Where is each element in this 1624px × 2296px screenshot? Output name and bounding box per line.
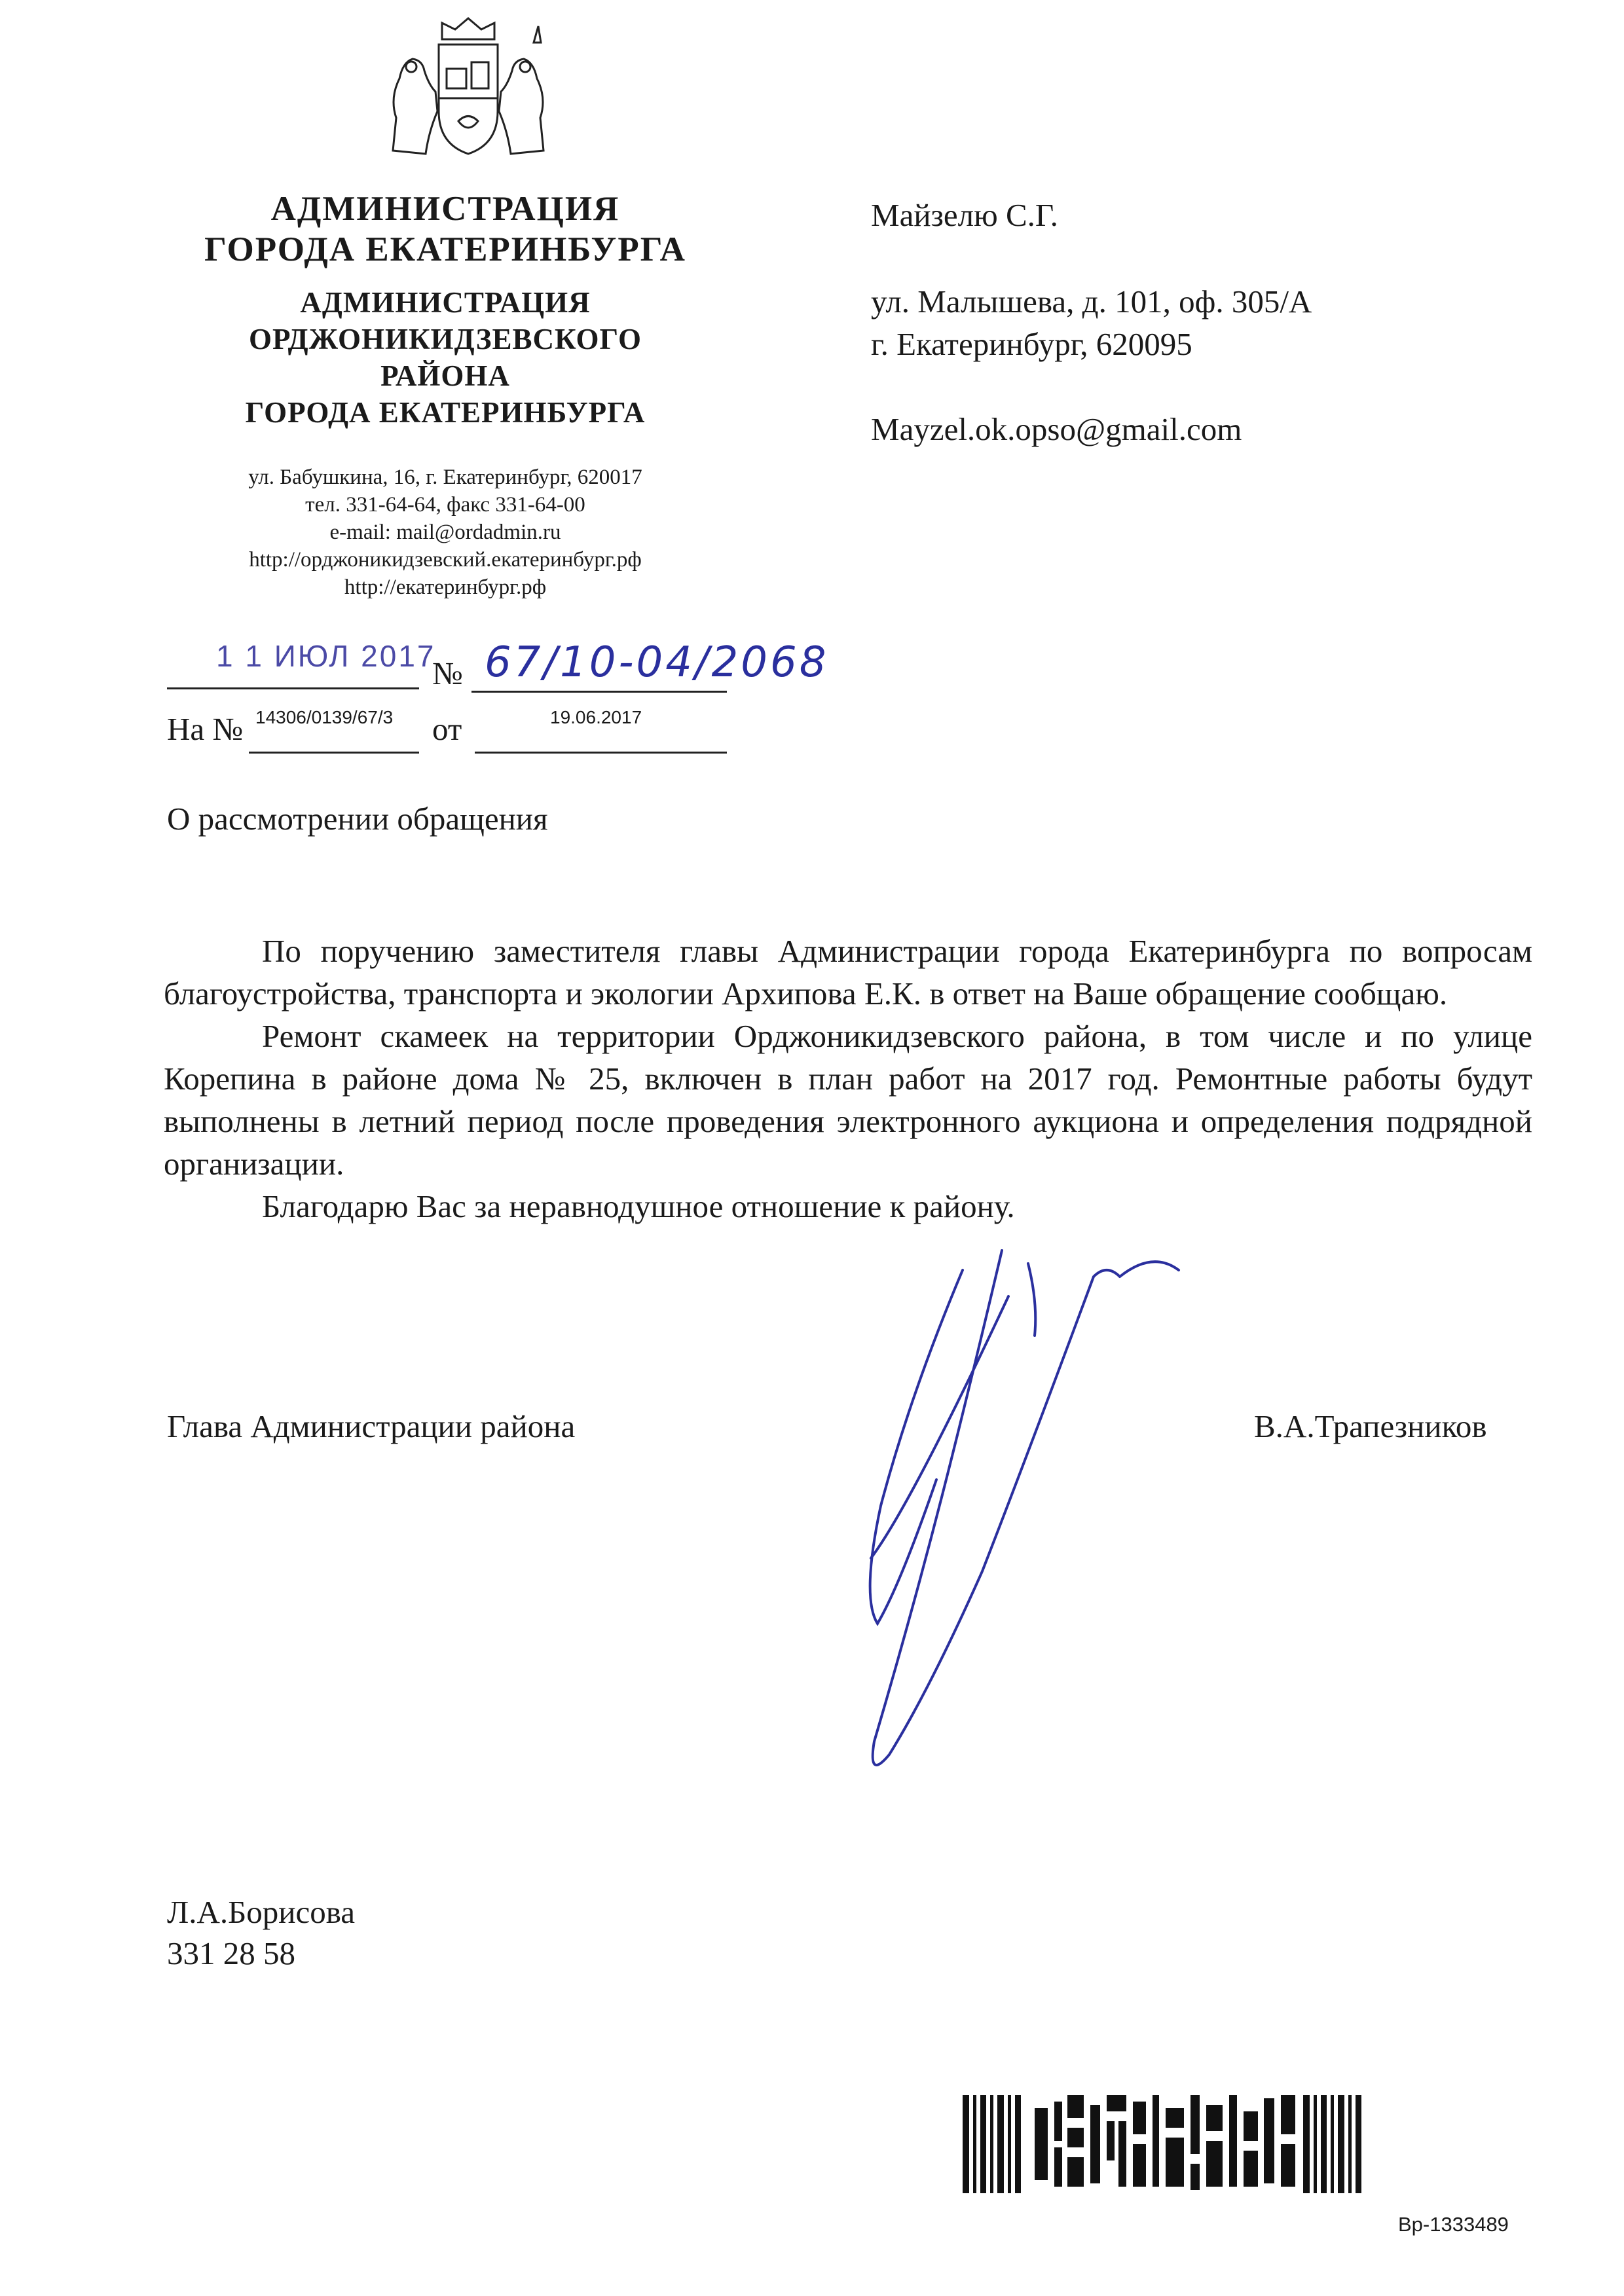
- recipient-email: Mayzel.ok.opso@gmail.com: [871, 411, 1242, 447]
- coat-of-arms-emblem: [367, 13, 570, 164]
- reply-number-underline: [249, 752, 419, 754]
- admin-city-title-line2: ГОРОДА ЕКАТЕРИНБУРГА: [204, 230, 686, 268]
- reply-date-underline: [475, 752, 727, 754]
- phone-fax: тел. 331-64-64, факс 331-64-00: [305, 493, 585, 517]
- body-paragraph-3: Благодарю Вас за неравнодушное отношение к району.: [262, 1188, 1015, 1224]
- body-paragraph-2: Ремонт скамеек на территории Орджоникидзевского района, в том числе и по улице Корепина в районе дома № 25, включен в план работ на 2017 год. Ремонтные работы будут выполнены в летний период после проведения электронного аукциона и определения подрядной организации.: [164, 1018, 1532, 1182]
- district-title-line3: РАЙОНА: [380, 359, 510, 392]
- body-paragraph-1: По поручению заместителя главы Администрации города Екатеринбурга по вопросам благоустройства, транспорта и экологии Архипова Е.К. в ответ на Ваше обращение сообщаю.: [164, 933, 1532, 1011]
- recipient-city: г. Екатеринбург, 620095: [871, 326, 1192, 362]
- number-label: №: [432, 655, 463, 691]
- handwritten-signature: [812, 1231, 1205, 1807]
- district-title-line1: АДМИНИСТРАЦИЯ: [300, 286, 591, 319]
- address: ул. Бабушкина, 16, г. Екатеринбург, 620017: [248, 465, 642, 489]
- letter-body: [164, 930, 1532, 1228]
- reply-to-number: 14306/0139/67/3: [255, 707, 394, 727]
- signatory-name: В.А.Трапезников: [1254, 1408, 1487, 1444]
- handwritten-registration-number: 67/10-04/2068: [485, 638, 829, 687]
- document-code: Вр-1333489: [1398, 2213, 1509, 2236]
- recipient-name: Майзелю С.Г.: [871, 197, 1058, 233]
- email: e-mail: mail@ordadmin.ru: [329, 520, 561, 544]
- executor-name: Л.А.Борисова: [167, 1894, 355, 1930]
- website-city: http://екатеринбург.рф: [344, 575, 547, 599]
- letter-subject: О рассмотрении обращения: [167, 801, 548, 837]
- date-underline: [167, 687, 419, 689]
- reply-date: 19.06.2017: [550, 707, 642, 727]
- contact-block: [151, 464, 740, 601]
- executor-phone: 331 28 58: [167, 1935, 295, 1971]
- admin-city-title-line1: АДМИНИСТРАЦИЯ: [270, 190, 620, 228]
- from-label: от: [432, 711, 462, 747]
- signatory-position: Глава Администрации района: [167, 1408, 576, 1444]
- date-stamp: 1 1 ИЮЛ 2017: [216, 639, 436, 673]
- district-title-line2: ОРДЖОНИКИДЗЕВСКОГО: [248, 323, 642, 355]
- document-barcode: [956, 2095, 1395, 2193]
- district-title-line4: ГОРОДА ЕКАТЕРИНБУРГА: [245, 396, 646, 429]
- website-district: http://орджоникидзевский.екатеринбург.рф: [249, 548, 642, 572]
- recipient-street: ул. Малышева, д. 101, оф. 305/А: [871, 283, 1312, 319]
- reply-to-label: На №: [167, 711, 244, 747]
- number-underline: [471, 691, 727, 693]
